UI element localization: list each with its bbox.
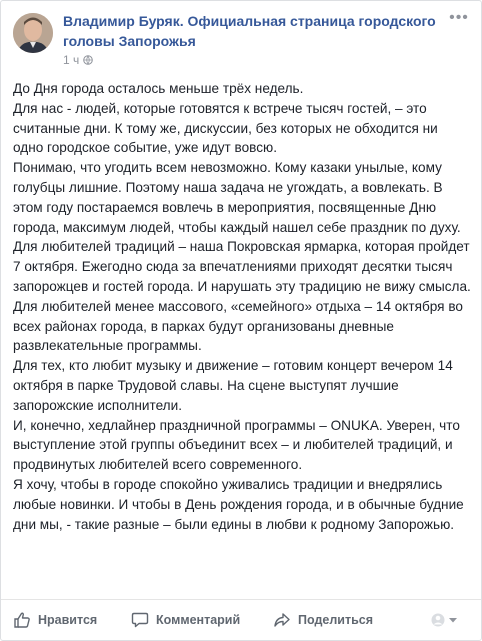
comment-button[interactable]	[131, 609, 240, 631]
reaction-selector[interactable]	[430, 609, 467, 631]
comment-bubble-icon	[131, 611, 149, 629]
post-actions-bar	[1, 599, 481, 640]
post-paragraph: И, конечно, хедлайнер праздничной программы – ONUKA. Уверен, что выступление этой группы объединит всех – и любителей традиций, и продвинутых любителей всего современного.	[13, 417, 460, 473]
author-name[interactable]: Владимир Буряк. Официальная страница городского головы Запорожья	[63, 13, 436, 49]
post-paragraph: Я хочу, чтобы в городе спокойно уживались традиции и внедрялись любые новинки. И чтобы в День рождения города, и в обычные будние дни мы, - такие разные – были едины в любви к родному Запорожью.	[13, 476, 464, 532]
share-label: Поделиться	[298, 613, 374, 627]
post-header	[13, 11, 469, 71]
thumbs-up-icon	[13, 611, 31, 629]
post-paragraph: Для любителей менее массового, «семейного» отдыха – 14 октября во всех районах города, в парках будут организованы дневные развлекательные программы.	[13, 298, 463, 354]
post-body	[13, 79, 471, 534]
comment-label: Комментарий	[156, 613, 241, 627]
reaction-selector-icon	[430, 612, 460, 628]
post-timestamp[interactable]	[63, 53, 93, 67]
post-paragraph: Понимаю, что угодить всем невозможно. Кому казаки унылые, кому голубцы лишние. Поэтому наша задача не угождать, а вовлекать. В этом году постараемся вовлечь в мероприятия, посвященные Дню города, максимум людей, чтобы каждый нашел себе праздник по духу.	[13, 160, 461, 235]
more-dots-icon[interactable]: •••	[449, 9, 469, 26]
post-paragraph: Для тех, кто любит музыку и движение – готовим концерт вечером 14 октября в парке Трудовой славы. На сцене выступят лучшие запорожские исполнители.	[13, 358, 453, 413]
timestamp-text[interactable]: 1 ч	[63, 53, 80, 67]
post-paragraph: Для любителей традиций – наша Покровская ярмарка, которая пройдет 7 октября. Ежегодно сюда за впечатлениями приходят десятки тысяч запорожцев и гостей города. И нарушать эту традицию не вижу смысла.	[13, 239, 471, 294]
post-paragraph: До Дня города осталось меньше трёх недель.	[13, 81, 304, 96]
share-arrow-icon	[273, 611, 291, 629]
share-button[interactable]	[273, 609, 373, 631]
like-button[interactable]	[13, 609, 97, 631]
globe-icon	[83, 55, 93, 65]
post-paragraph: Для нас - людей, которые готовятся к встрече тысяч гостей, – это считанные дни. К тому же, дискуссии, без которых не обходится ни одно городское событие, уже идут вовсю.	[13, 100, 438, 156]
like-label: Нравится	[38, 613, 98, 627]
author-avatar[interactable]	[13, 13, 53, 53]
